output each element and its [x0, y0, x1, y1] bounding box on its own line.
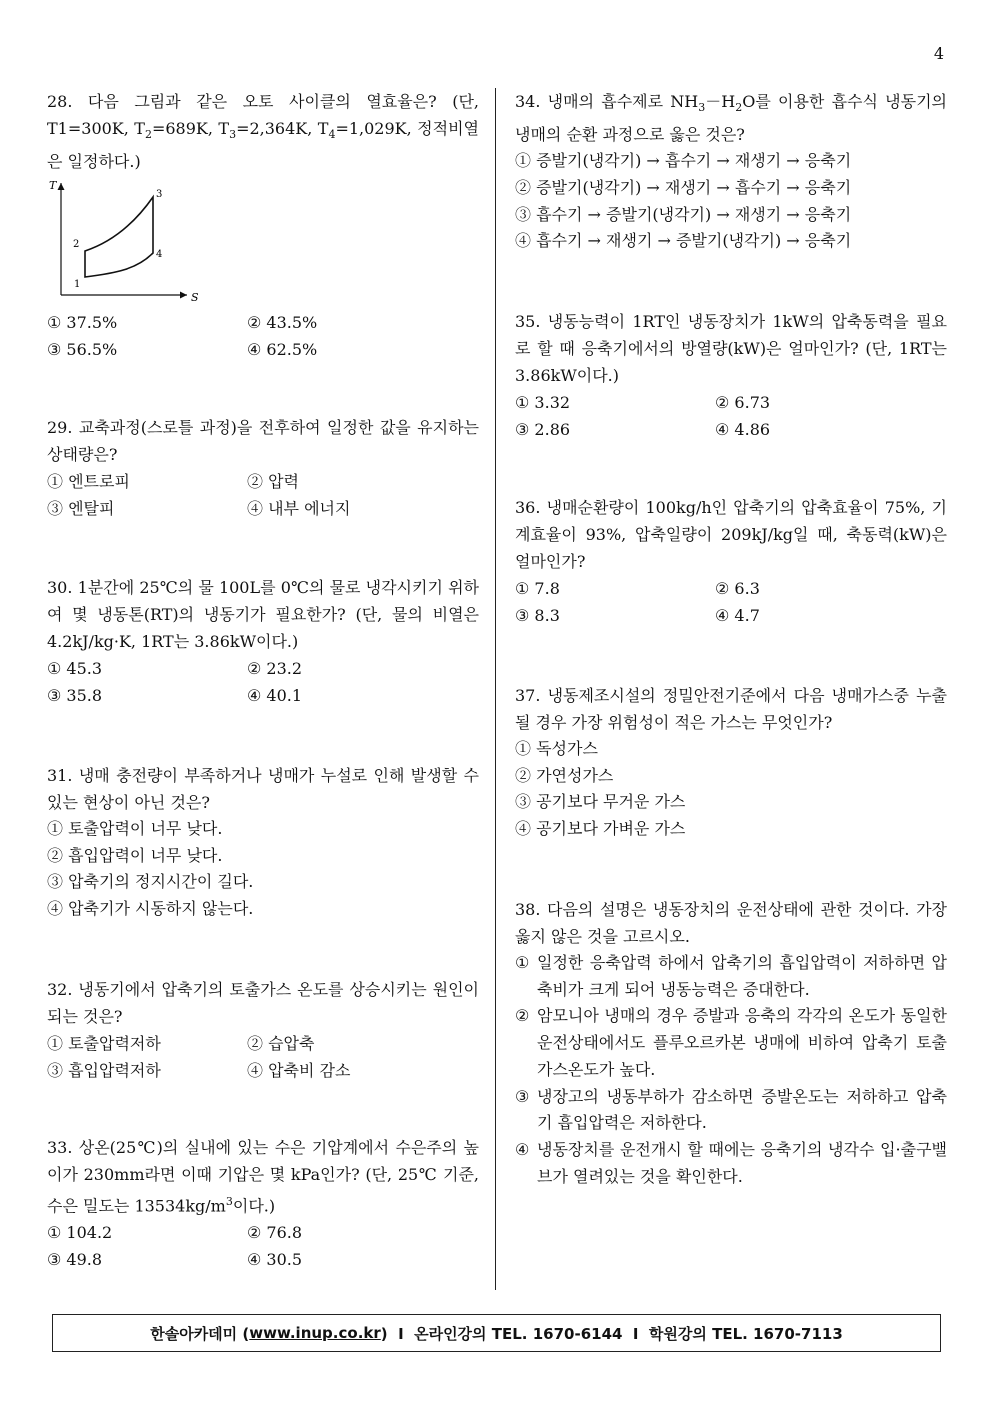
question-28 — [47, 88, 479, 363]
question-30-options — [47, 655, 479, 709]
option[interactable]: ③ 56.5% — [47, 340, 118, 360]
option[interactable]: ① 토출압력저하 — [47, 1034, 161, 1053]
option[interactable]: ④ 30.5 — [247, 1250, 303, 1270]
footer-contact: ) I 온라인강의 TEL. 1670-6144 I 학원강의 TEL. 1670-7113 — [380, 1324, 843, 1343]
option[interactable]: ② 가연성가스 — [515, 765, 614, 785]
option[interactable]: ④ 62.5% — [247, 340, 318, 360]
point-4-label: 4 — [156, 249, 163, 261]
question-35 — [515, 308, 947, 443]
option[interactable]: ④ 4.86 — [715, 420, 771, 439]
option[interactable]: ② 76.8 — [247, 1223, 303, 1243]
question-34-stem: 34. 냉매의 흡수제로 $NH_3-H_2O$를 이용한 흡수식 냉동기의 냉매의 순환 과정으로 옳은 것은? — [515, 92, 947, 145]
question-29-options — [47, 468, 479, 522]
option-mark: ④ — [515, 1139, 530, 1159]
question-36 — [515, 494, 947, 629]
option[interactable]: ② 압력 — [247, 472, 299, 491]
option[interactable]: ③ 35.8 — [47, 686, 103, 705]
point-3-label: 3 — [156, 189, 163, 201]
option[interactable] — [515, 1137, 947, 1190]
question-35-options — [515, 389, 947, 443]
option[interactable]: ④ 압축기가 시동하지 않는다. — [47, 899, 254, 919]
otto-ts-diagram — [47, 177, 207, 309]
option-mark: ② — [515, 1006, 530, 1026]
option[interactable]: ② 6.73 — [715, 393, 771, 412]
option[interactable]: ② 습압축 — [247, 1034, 315, 1053]
question-37-stem: 37. 냉동제조시설의 정밀안전기준에서 다음 냉매가스중 누출될 경우 가장 위험성이 적은 가스는 무엇인가? — [515, 686, 947, 732]
question-38 — [515, 896, 947, 1190]
option[interactable]: ③ 흡입압력저하 — [47, 1061, 161, 1080]
option[interactable]: ① 7.8 — [515, 579, 560, 598]
option[interactable]: ① 독성가스 — [515, 739, 598, 758]
option[interactable]: ① 엔트로피 — [47, 472, 130, 491]
option[interactable]: ① 104.2 — [47, 1223, 113, 1243]
question-36-options — [515, 575, 947, 629]
option-text: 암모니아 냉매의 경우 증발과 응축의 각각의 온도가 동일한 운전상태에서도 플루오르카본 냉매에 비하여 압축기 토출가스온도가 높다. — [537, 1006, 947, 1079]
question-31-stem: 31. 냉매 충전량이 부족하거나 냉매가 누설로 인해 발생할 수 있는 현상이 아닌 것은? — [47, 766, 479, 812]
option[interactable]: ② 증발기(냉각기) → 재생기 → 흡수기 → 응축기 — [515, 177, 852, 197]
question-38-stem: 38. 다음의 설명은 냉동장치의 운전상태에 관한 것이다. 가장 옳지 않은 것을 고르시오. — [515, 900, 947, 946]
option[interactable]: ② 43.5% — [247, 313, 318, 333]
page-footer — [52, 1314, 941, 1352]
footer-brand: 한솔아카데미 ( — [150, 1324, 250, 1343]
t-axis-label: T — [49, 179, 57, 193]
option[interactable]: ④ 4.7 — [715, 606, 760, 625]
option[interactable]: ④ 공기보다 가벼운 가스 — [515, 819, 686, 839]
option-text: 냉장고의 냉동부하가 감소하면 증발온도는 저하하고 압축기 흡입압력은 저하한다. — [537, 1086, 947, 1133]
page-number: 4 — [933, 44, 944, 63]
option[interactable]: ③ 흡수기 → 증발기(냉각기) → 재생기 → 응축기 — [515, 204, 852, 224]
option[interactable]: ③ 49.8 — [47, 1250, 103, 1270]
question-30 — [47, 574, 479, 709]
option[interactable]: ① 37.5% — [47, 313, 118, 333]
option[interactable] — [515, 1003, 947, 1083]
option[interactable]: ② 6.3 — [715, 579, 760, 598]
option-mark: ③ — [515, 1086, 530, 1106]
footer-website-link[interactable]: www.inup.co.kr — [249, 1324, 381, 1342]
option[interactable]: ① 토출압력이 너무 낮다. — [47, 819, 223, 838]
option[interactable]: ① 45.3 — [47, 659, 103, 678]
question-28-stem: 28. 다음 그림과 같은 오토 사이클의 열효율은? (단, T1=300K, $T_2=689K$, $T_3=2,364K$, $T_4=1,029K$, 정적비열은 일정하다.) — [47, 92, 479, 172]
option[interactable]: ③ 2.86 — [515, 420, 571, 439]
column-divider — [495, 88, 496, 1290]
question-29-stem: 29. 교축과정(스로틀 과정)을 전후하여 일정한 값을 유지하는 상태량은? — [47, 418, 479, 464]
question-35-stem: 35. 냉동능력이 1RT인 냉동장치가 1kW의 압축동력을 필요로 할 때 응축기에서의 방열량(kW)은 얼마인가? (단, 1RT는 3.86kW이다.) — [515, 312, 947, 385]
option-text: 냉동장치를 운전개시 할 때에는 응축기의 냉각수 입·출구밸브가 열려있는 것을 확인한다. — [537, 1139, 947, 1186]
question-29 — [47, 414, 479, 522]
option[interactable]: ③ 엔탈피 — [47, 499, 115, 518]
question-30-stem: 30. 1분간에 25℃의 물 100L를 0℃의 물로 냉각시키기 위하여 몇 냉동톤(RT)의 냉동기가 필요한가? (단, 물의 비열은 4.2kJ/kg·K, 1RT는 3.86kW이다.) — [47, 578, 479, 651]
cycle-path — [85, 197, 153, 277]
question-37 — [515, 682, 947, 843]
question-32-stem: 32. 냉동기에서 압축기의 토출가스 온도를 상승시키는 원인이 되는 것은? — [47, 980, 479, 1026]
option[interactable] — [515, 1084, 947, 1137]
option[interactable]: ① 증발기(냉각기) → 흡수기 → 재생기 → 응축기 — [515, 151, 852, 171]
question-33 — [47, 1134, 479, 1273]
option-text: 일정한 응축압력 하에서 압축기의 흡입압력이 저하하면 압축비가 크게 되어 냉동능력은 증대한다. — [537, 953, 947, 999]
option[interactable]: ③ 8.3 — [515, 606, 560, 625]
option-mark: ① — [515, 953, 530, 972]
option[interactable]: ③ 공기보다 무거운 가스 — [515, 792, 686, 812]
s-axis-label: S — [191, 291, 199, 305]
question-32 — [47, 976, 479, 1084]
option[interactable]: ④ 흡수기 → 재생기 → 증발기(냉각기) → 응축기 — [515, 231, 852, 251]
question-28-options — [47, 309, 479, 363]
point-2-label: 2 — [73, 239, 80, 251]
question-36-stem: 36. 냉매순환량이 100kg/h인 압축기의 압축효율이 75%, 기계효율이 93%, 압축일량이 209kJ/kg일 때, 축동력(kW)은 얼마인가? — [515, 498, 947, 571]
question-33-stem: 33. 상온(25℃)의 실내에 있는 수은 기압계에서 수은주의 높이가 230mm라면 이때 기압은 몇 kPa인가? (단, 25℃ 기준, 수은 밀도는 $13534kg/m^3$이다.) — [47, 1138, 479, 1216]
option[interactable]: ④ 내부 에너지 — [247, 499, 351, 518]
option[interactable]: ② 흡입압력이 너무 낮다. — [47, 845, 223, 865]
option[interactable] — [515, 950, 947, 1003]
option[interactable]: ① 3.32 — [515, 393, 571, 412]
question-32-options — [47, 1030, 479, 1084]
option[interactable]: ③ 압축기의 정지시간이 길다. — [47, 872, 254, 892]
question-34 — [515, 88, 947, 255]
question-31 — [47, 762, 479, 923]
option[interactable]: ④ 40.1 — [247, 686, 303, 705]
option[interactable]: ④ 압축비 감소 — [247, 1061, 351, 1080]
option[interactable]: ② 23.2 — [247, 659, 303, 678]
question-33-options — [47, 1219, 479, 1273]
point-1-label: 1 — [74, 279, 81, 291]
